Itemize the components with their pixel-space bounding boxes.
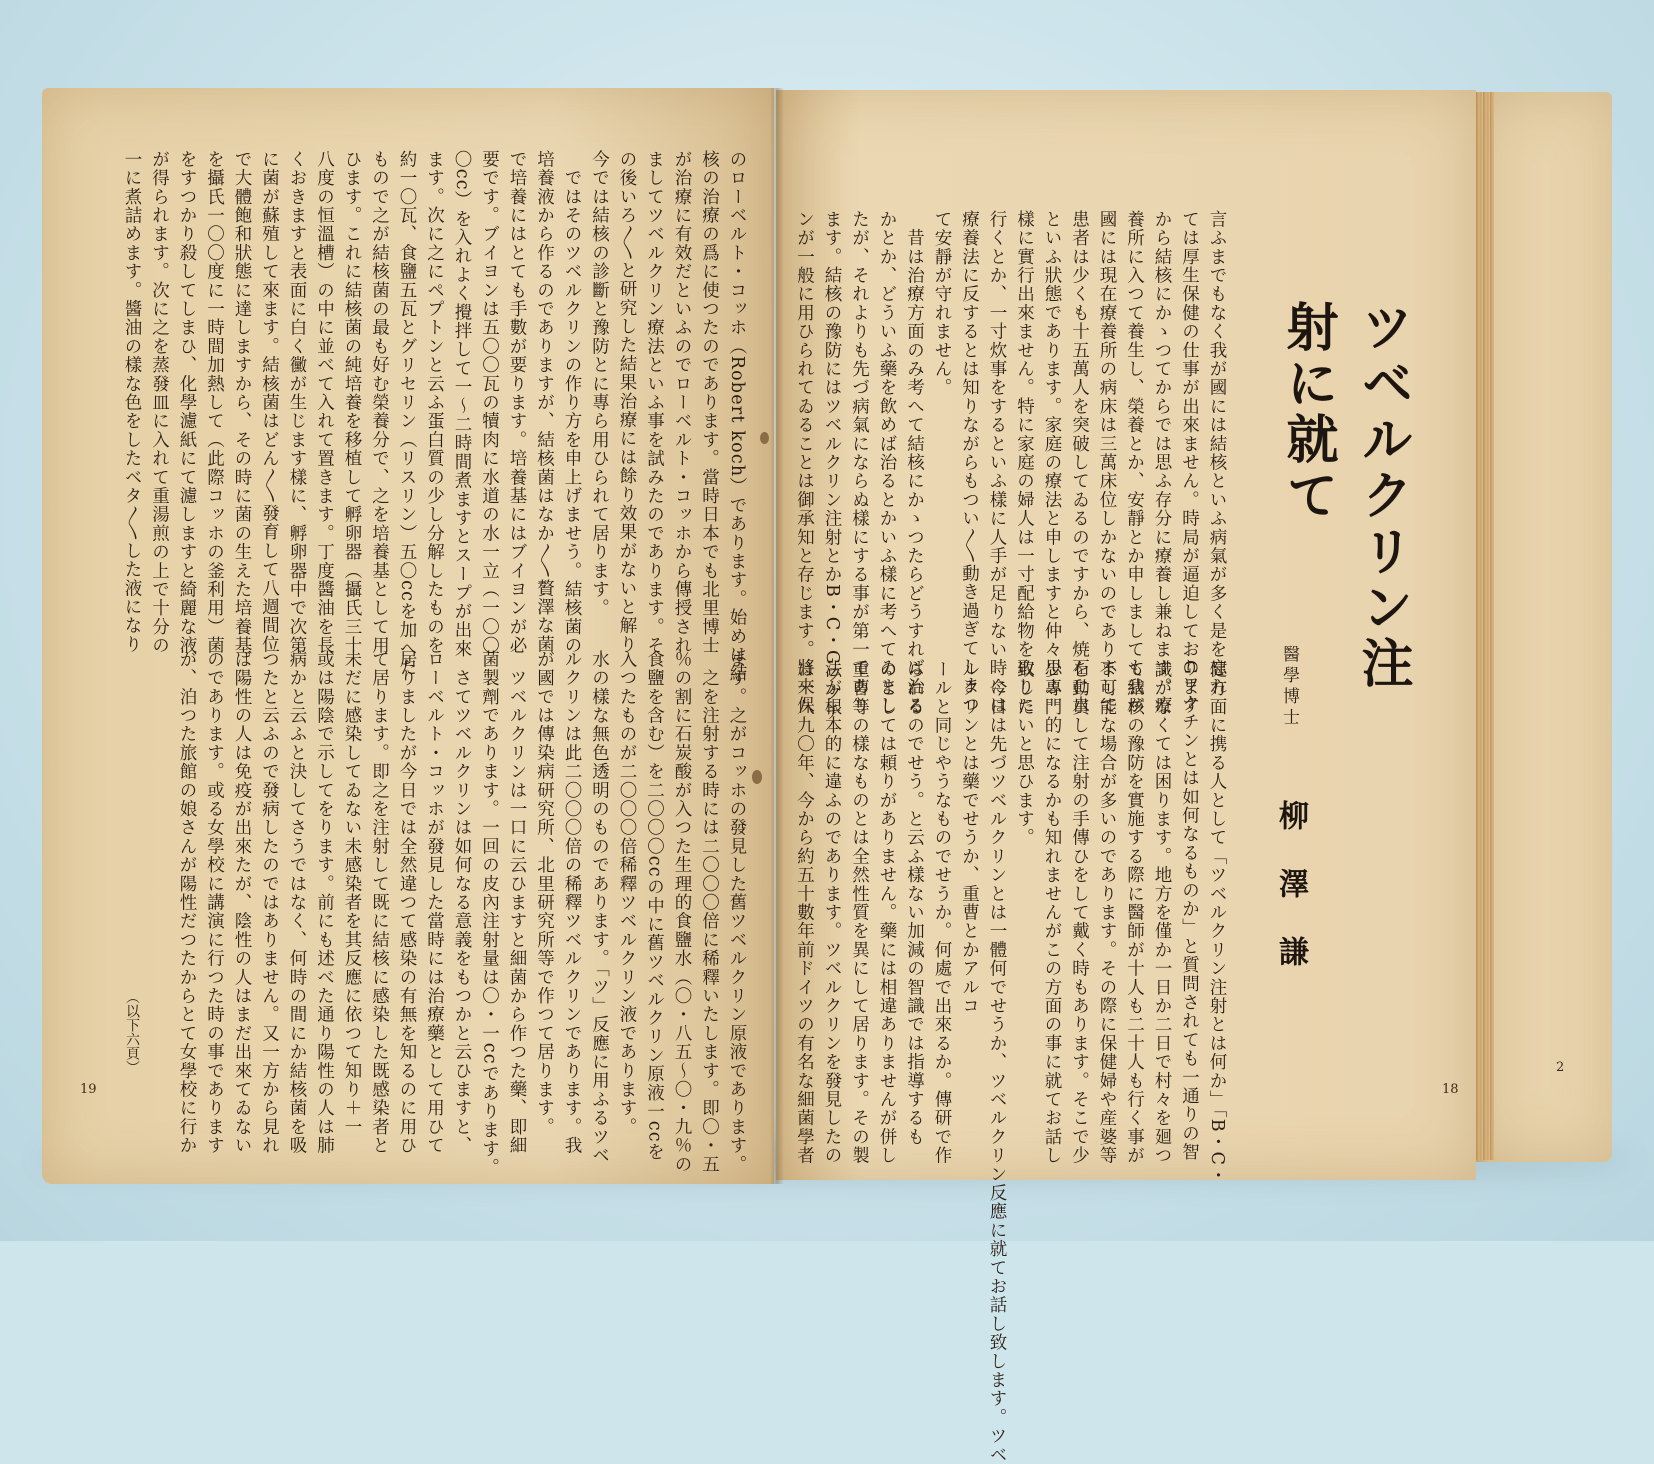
right-lower-column: 健方面に携る人として「ツベルクリン注射とは何か」「B・C・ Gワクチンとは如何なるものか」と質問されても一通りの智 識がなくては困ります。地方を僅か一日か二日で村々を廻つ て結核の豫防を實施する際に醫師が十人も二十人も行く事が 不可能な場合が多いのであります。その際に保健婦や産婆等 を動員して注射の手傳ひをして戴く時もあります。そこで少 少專門的になるかも知れませんがこの方面の事に就てお話し 致したいと思ひます。 今日は先づツベルクリンとは一體何でせうか、ツベルクリン反應に就てお話し致します。ツベ ルクリンとは藥でせうか、重曹とかアルコ ールと同じやうなものでせうか。何處で出來るか。傳研で作 られるのでせう。と云ふ樣ない加減の智識では指導するも のとしては頼りがありません。藥には相違ありませんが併し 重曹等の樣なものとは全然性質を異にして居ります。その製 法が根本的に違ふのであります。ツベルクリンを發見したの は一八九〇年、今から約五十數年前ドイツの有名な細菌學者 [794,660,1227,1464]
author-name: 柳澤謙 [1273,800,1308,1004]
page-number-right: 18 [1442,1082,1459,1097]
book-gutter [770,88,784,1184]
binding-hole-bottom [752,770,762,784]
right-upper-column: 言ふまでもなく我が國には結核といふ病氣が多く是を忘れ ては厚生保健の仕事が出來ません。時局が逼迫しております から結核にかゝつてからでは思ふ存分に療養し兼ねます。療 養所に入つて養生し、榮養とか、安靜とか申しましても我が 國には現在療養所の病床は三萬床位しかないのでありまして 患者は少くも十五萬人を突破してゐるのですから、焼石に水 といふ狀態であります。家庭の療法と申しますと仲々思ふ 樣に實行出來ません。特に家庭の婦人は一寸配給物を取りに 行くとか、一寸炊事をするといふ樣に人手が足りない時には 療養法に反するとは知りながらもつい〳〵動き過ぎてしまつ て安靜が守れません。 昔は治療方面のみ考へて結核にかゝつたらどうすれば治る かとか、どういふ藥を飲めば治るとかいふ樣に考へてゐまし たが、それよりも先づ病氣にならぬ樣にする事が第一であり ます。結核の豫防にはツベルクリン注射とかB・C・Gワクチ ンが一般に用ひられてゐることは御承知と存じます。將來保 [794,210,1227,722]
binding-hole-top [760,432,769,444]
left-upper-column: のローベルト・コッホ（Robert koch）であります。始めは結 核の治療の爲に使つたのであります。當時日本でも北里博士 が治療に有效だといふのでローベルト・コッホから傳授され ましてツベルクリン療法といふ事を試みたのであります。そ の後いろ〳〵と研究した結果治療には餘り效果がないと解り 今では結核の診斷と豫防とに專ら用ひられて居ります。 ではそのツベルクリンの作り方を申上げませう。結核菌の 培養液から作るのでありますが、結核菌はなか〳〵贅澤な菌 で培養にはとても手數が要ります。培養基にはブイヨンが必 要です。ブイヨンは五〇〇瓦の犢肉に水道の水一立（一〇〇 〇cc）を入れよく攪拌して一〜二時間煮ますとスープが出來 ます。次に之にペプトンと云ふ蛋白質の少し分解したものを 約一〇瓦、食鹽五瓦とグリセリン（リスリン）五〇ccを加へた もので之が結核菌の最も好む榮養分で、之を培養基として用 ひます。これに結核菌の純培養を移植して孵卵器（攝氏三十 八度の恒溫槽）の中に並べて入れて置きます。丁度醬油を長 くおきますと表面に白く黴が生じます樣に、孵卵器中で次第 に菌が蘇殖して來ます。結核菌はどん〳〵發育して八週間位 で大體飽和狀態に達しますから、その時に菌の生えた培養基 を攝氏一〇〇度に一時間加熱して（此際コッホの釜利用）菌 をすつかり殺してしまひ、化學濾紙にて濾しますと綺麗な液 が得られます。次に之を蒸發皿に入れて重湯煎の上で十分の 一に煮詰めます。醬油の樣な色をしたベタ〳〵した液になり [122,150,747,684]
author-role: 醫學博士 [1279,645,1299,729]
left-lower-column: ます。之がコッホの發見した舊ツベルクリン原液であります。 之を注射する時には二〇〇〇倍に稀釋いたします。即〇・五 ％の割に石炭酸が入つた生理的食鹽水（〇・八五〜〇・九％の 食鹽を含む）を二〇〇〇ccの中に舊ツベルクリン原液一ccを 入つたものが二〇〇〇倍稀釋ツベルクリン液であります。 水の樣な無色透明のものであります。「ツ」反應に用ふるツベ ルクリンは此二〇〇〇倍の稀釋ツベルクリンであります。我 が國では傳染病研究所、北里研究所等で作つて居ります。 ツベルクリンは一口に云ひますと細菌から作つた藥、即細 菌製劑であります。一回の皮內注射量は〇・一ccであります。 さてツベルクリンは如何なる意義をもつかと云ひますと、 ローベルト・コッホが發見した當時には治療藥として用ひて 居りましたが今日では全然違つて感染の有無を知るのに用ひ て居ります。即之を注射して既に結核に感染した既感染者と 未だに感染してゐない未感染者を其反應に依つて知り＋一 或は陽陰で示してをります。前にも述べた通り陽性の人は肺 病かと云ふと決してさうではなく、何時の間にか結核菌を吸 つたと云ふので發病したのではありません。又一方から見れ ば陽性の人は免疫が出來たが、陰性の人はまだ出來てゐない のであります。或る女學校に講演に行つた時の事であります が、泊つた旅館の娘さんが陽性だつたからとて女學校に行か [177,650,747,1177]
continued-note: （以下六頁） [124,990,140,1074]
page-number-edge: 2 [1556,1060,1565,1075]
page-number-left: 19 [80,1082,97,1097]
article-title: ツベルクリン注射に就て [1277,300,1412,692]
